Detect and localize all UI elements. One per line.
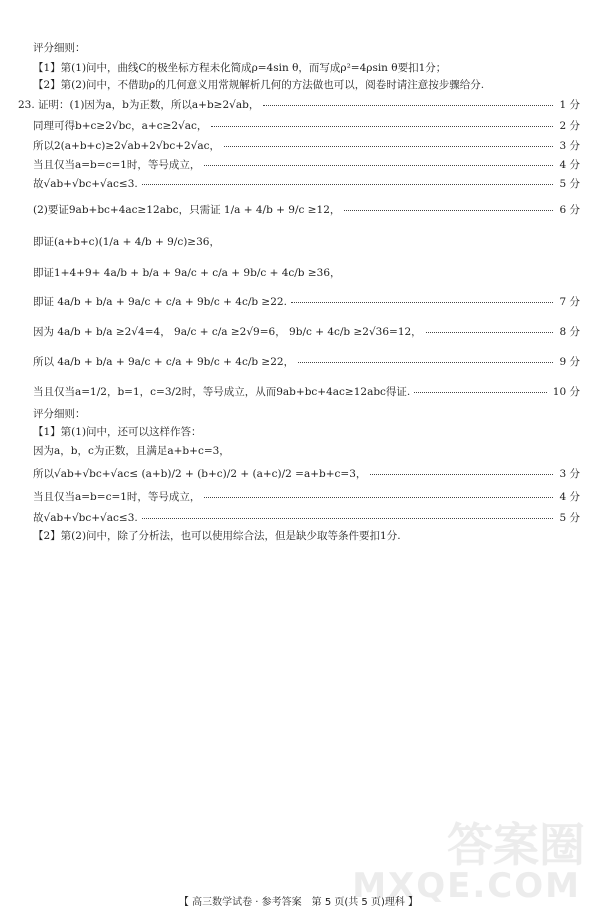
line-10 xyxy=(0,234,597,250)
line-5 xyxy=(0,118,597,134)
leader-dots xyxy=(142,184,553,185)
line-text: 评分细则： xyxy=(33,42,86,54)
line-13 xyxy=(0,324,597,340)
line-20 xyxy=(0,489,597,505)
leader-dots xyxy=(211,126,553,127)
line-1 xyxy=(0,40,597,56)
leader-dots xyxy=(224,146,553,147)
line-text: 【1】第(1)问中，还可以这样作答： xyxy=(33,426,202,438)
line-text: 评分细则： xyxy=(33,408,86,420)
line-16 xyxy=(0,406,597,422)
line-12 xyxy=(0,294,597,310)
line-points: 4 分 xyxy=(559,491,580,503)
page-footer: 【 高三数学试卷 · 参考答案 第 5 页(共 5 页)理科 】 xyxy=(178,897,419,908)
line-text: 即证1+4+9+ 4a/b + b/a + 9a/c + c/a + 9b/c + 4c/b ≥36， xyxy=(33,267,341,279)
line-text: 【2】第(2)问中，除了分析法，也可以使用综合法，但是缺少取等条件要扣1分. xyxy=(33,530,401,542)
line-3 xyxy=(0,77,597,93)
line-text: 同理可得b+c≥2√bc，a+c≥2√ac， xyxy=(33,120,208,132)
line-points: 3 分 xyxy=(559,468,580,480)
line-text: 【1】第(1)问中，曲线C的极坐标方程未化简成ρ=4sin θ，而写成ρ²=4ρsin θ要扣1分； xyxy=(33,62,447,74)
leader-dots xyxy=(344,210,553,211)
line-2 xyxy=(0,60,597,76)
line-points: 5 分 xyxy=(559,512,580,524)
line-text: 当且仅当a=1/2，b=1，c=3/2时，等号成立，从而9ab+bc+4ac≥12abc得证. xyxy=(33,386,411,398)
line-text: 故√ab+√bc+√ac≤3. xyxy=(33,512,138,524)
line-points: 10 分 xyxy=(552,386,580,398)
line-15 xyxy=(0,384,597,400)
line-text: 所以2(a+b+c)≥2√ab+2√bc+2√ac， xyxy=(33,140,221,152)
line-text: 即证 4a/b + b/a + 9a/c + c/a + 9b/c + 4c/b ≥22. xyxy=(33,296,287,308)
line-points: 4 分 xyxy=(559,159,580,171)
line-text: 所以√ab+√bc+√ac≤ (a+b)/2 + (b+c)/2 + (a+c)/2 =a+b+c=3， xyxy=(33,468,367,480)
line-14 xyxy=(0,354,597,370)
line-points: 9 分 xyxy=(559,356,580,368)
line-text: 故√ab+√bc+√ac≤3. xyxy=(33,178,138,190)
watermark-url: MXQE.COM xyxy=(352,866,581,906)
line-6 xyxy=(0,138,597,154)
line-points: 6 分 xyxy=(559,204,580,216)
leader-dots xyxy=(204,497,553,498)
line-text: 当且仅当a=b=c=1时，等号成立， xyxy=(33,491,201,503)
leader-dots xyxy=(298,362,553,363)
line-18 xyxy=(0,443,597,459)
leader-dots xyxy=(370,474,553,475)
line-21 xyxy=(0,510,597,526)
line-19 xyxy=(0,466,597,482)
line-text: (2)要证9ab+bc+4ac≥12abc，只需证 1/a + 4/b + 9/c ≥12， xyxy=(33,204,341,216)
leader-dots xyxy=(204,165,553,166)
line-text: 因为 4a/b + b/a ≥2√4=4， 9a/c + c/a ≥2√9=6， 9b/c + 4c/b ≥2√36=12， xyxy=(33,326,422,338)
line-8 xyxy=(0,176,597,192)
leader-dots xyxy=(291,302,553,303)
line-7 xyxy=(0,157,597,173)
line-points: 5 分 xyxy=(559,178,580,190)
line-points: 3 分 xyxy=(559,140,580,152)
leader-dots xyxy=(414,392,547,393)
line-text: 所以 4a/b + b/a + 9a/c + c/a + 9b/c + 4c/b ≥22， xyxy=(33,356,295,368)
line-points: 2 分 xyxy=(559,120,580,132)
line-text: 【2】第(2)问中，不借助ρ的几何意义用常规解析几何的方法做也可以，阅卷时请注意按步骤给分. xyxy=(33,79,485,91)
line-4 xyxy=(0,97,597,113)
line-points: 8 分 xyxy=(559,326,580,338)
line-text: 23. 证明：(1)因为a，b为正数，所以a+b≥2√ab， xyxy=(18,99,260,111)
line-text: 即证(a+b+c)(1/a + 4/b + 9/c)≥36， xyxy=(33,236,220,248)
line-text: 因为a，b，c为正数，且满足a+b+c=3， xyxy=(33,445,230,457)
watermark-logo: 答案圈 xyxy=(447,818,585,872)
line-22 xyxy=(0,528,597,544)
leader-dots xyxy=(263,105,553,106)
line-points: 7 分 xyxy=(559,296,580,308)
line-11 xyxy=(0,265,597,281)
line-17 xyxy=(0,424,597,440)
line-text: 当且仅当a=b=c=1时，等号成立， xyxy=(33,159,201,171)
leader-dots xyxy=(426,332,553,333)
line-points: 1 分 xyxy=(559,99,580,111)
line-9 xyxy=(0,202,597,218)
leader-dots xyxy=(142,518,553,519)
